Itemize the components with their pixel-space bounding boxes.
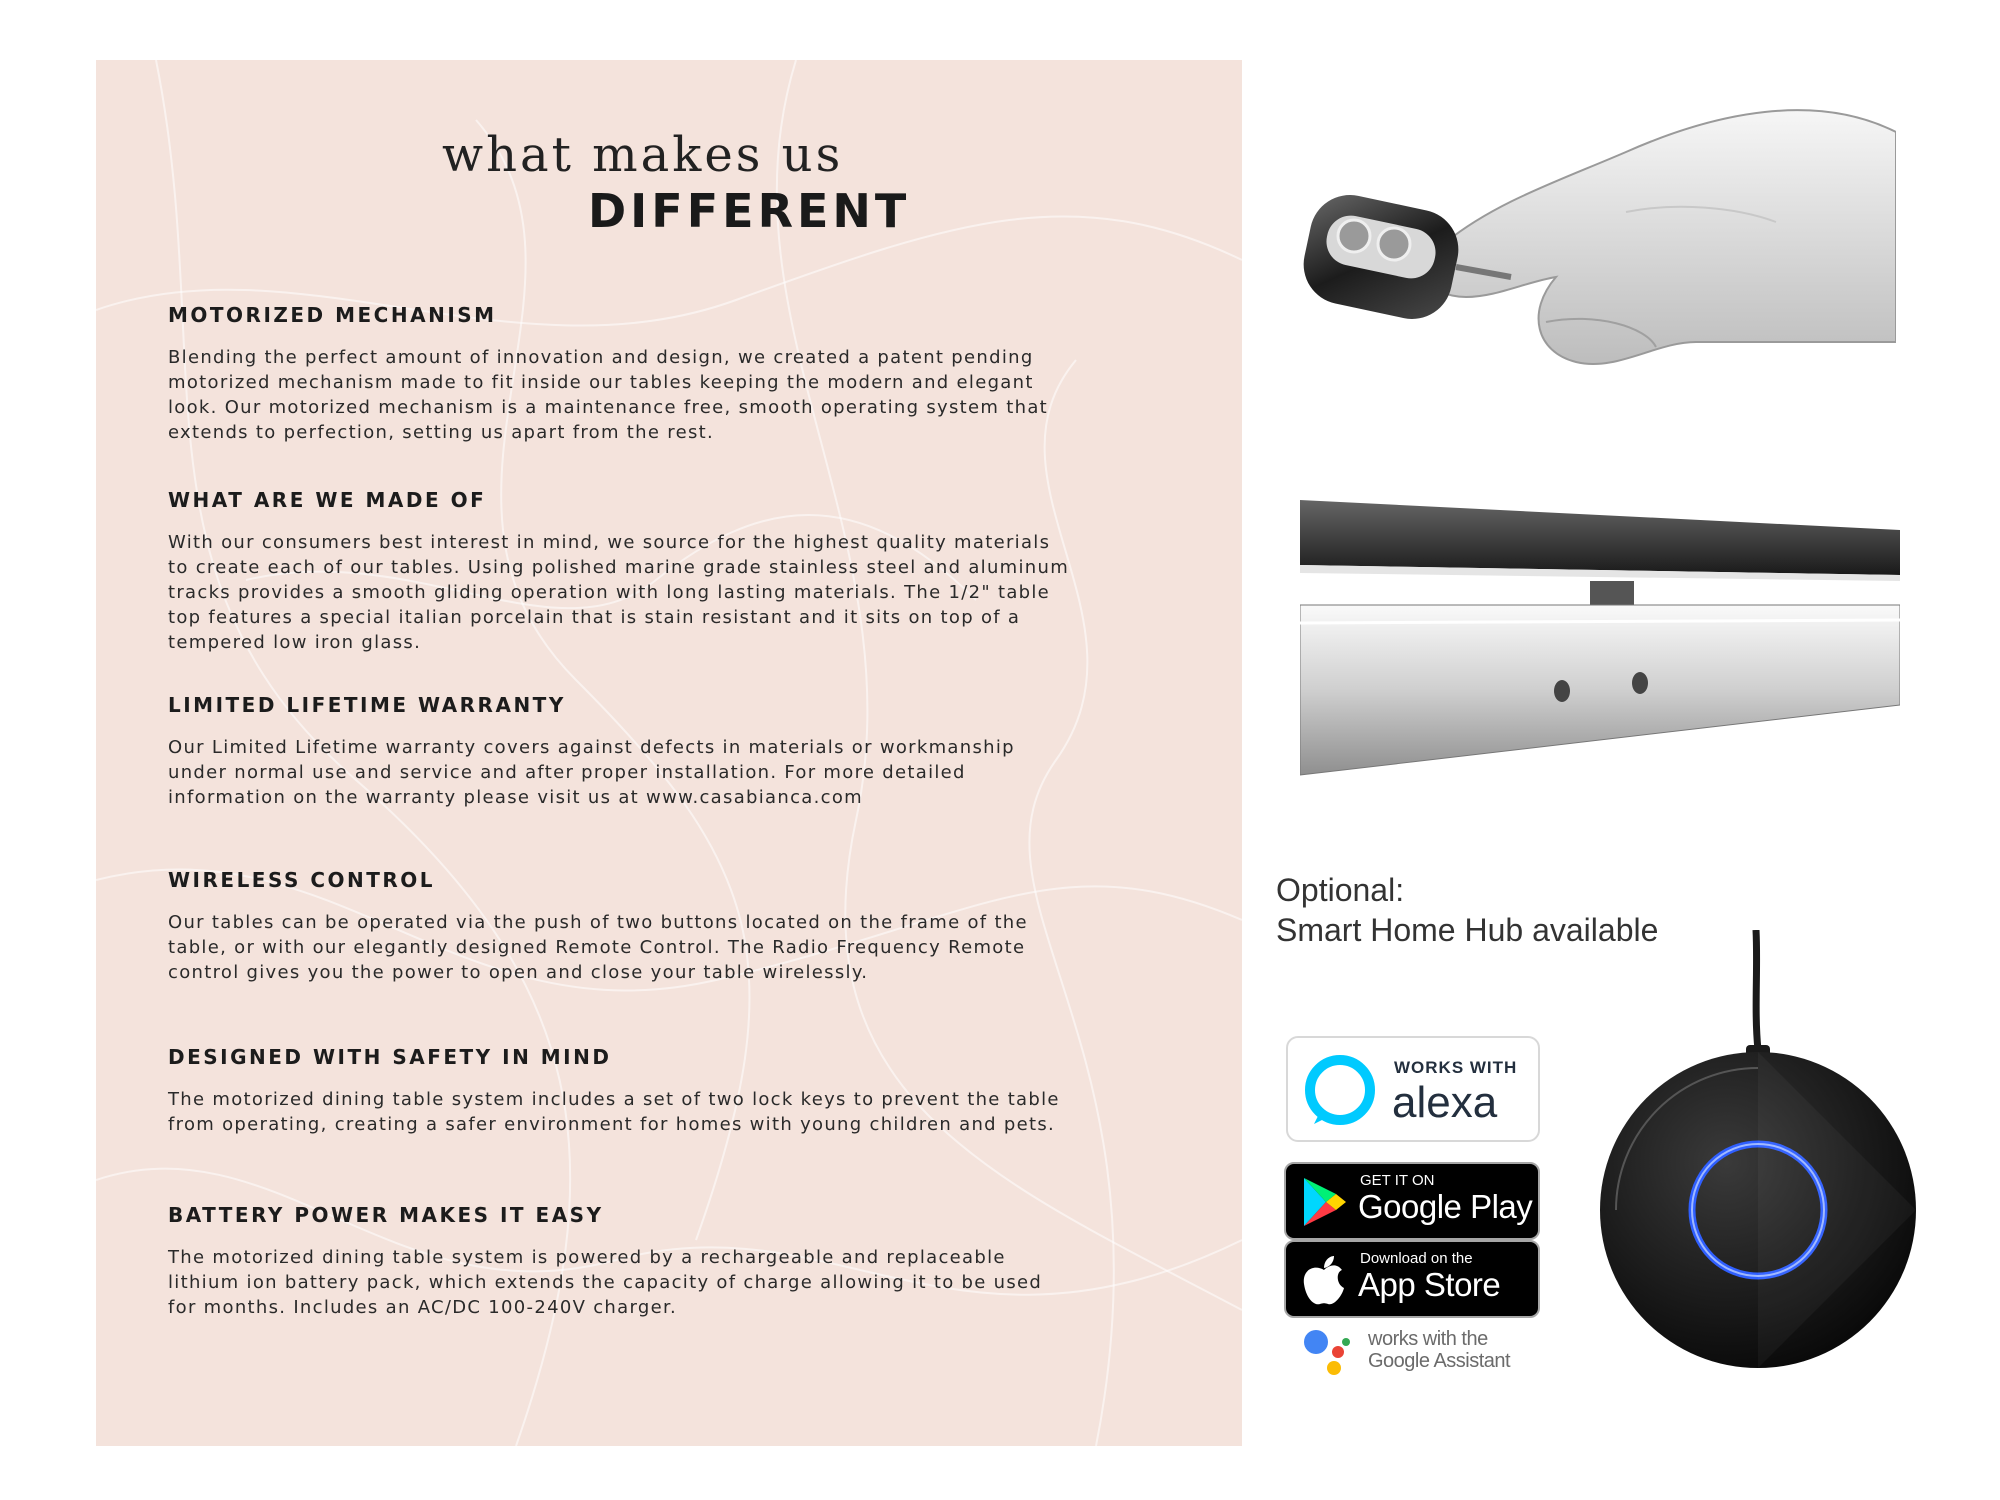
- remote-key-photo: [1296, 92, 1896, 412]
- optional-label: Optional:: [1276, 872, 1405, 908]
- section-motorized-mechanism: [168, 303, 1178, 445]
- section-body: Our tables can be operated via the push of two buttons located on the frame of the table, or with our elegantly designed Remote Control. The Radio Frequency Remote control gives you the power to open and close your table wirelessly.: [168, 912, 1028, 983]
- section-wireless-control: [168, 868, 1178, 985]
- apple-icon: [1300, 1254, 1348, 1306]
- heading-bold: DIFFERENT: [588, 184, 911, 238]
- app-store-badge[interactable]: [1284, 1240, 1540, 1318]
- assistant-line1: works with the: [1368, 1328, 1488, 1350]
- alexa-word: alexa: [1392, 1078, 1498, 1127]
- features-panel: [96, 60, 1242, 1446]
- section-heading: WIRELESS CONTROL: [168, 868, 436, 892]
- app-store-big-text: App Store: [1358, 1266, 1501, 1303]
- alexa-works-with-text: WORKS WITH: [1394, 1058, 1518, 1077]
- works-with-alexa-badge[interactable]: [1286, 1036, 1540, 1142]
- google-assistant-badge[interactable]: [1300, 1324, 1540, 1380]
- app-store-small-text: Download on the: [1360, 1250, 1473, 1267]
- section-heading: MOTORIZED MECHANISM: [168, 303, 497, 327]
- section-battery: [168, 1203, 1178, 1320]
- section-heading: WHAT ARE WE MADE OF: [168, 488, 487, 512]
- section-heading: DESIGNED WITH SAFETY IN MIND: [168, 1045, 612, 1069]
- section-heading: BATTERY POWER MAKES IT EASY: [168, 1203, 604, 1227]
- google-play-triangle-icon: [1300, 1176, 1350, 1228]
- section-body: The motorized dining table system is powered by a rechargeable and replaceable lithium ion battery pack, which extends the capacity of charge allowing it to be used for months. Includes an AC/DC 100-240V charger.: [168, 1247, 1043, 1318]
- section-warranty: [168, 693, 1178, 810]
- section-body: With our consumers best interest in mind, we source for the highest quality materials to create each of our tables. Using polished marine grade stainless steel and aluminum tracks provides a smooth gliding operation with long lasting materials. The 1/2" table top features a special italian porcelain that is stain resistant and it sits on top of a tempered low iron glass.: [168, 532, 1070, 653]
- section-made-of: [168, 488, 1178, 655]
- section-body: Blending the perfect amount of innovation and design, we created a patent pending motorized mechanism made to fit inside our tables keeping the modern and elegant look. Our motorized mechanism is a maintenance free, smooth operating system that extends to perfection, setting us apart from the rest.: [168, 347, 1049, 443]
- smart-hub-photo: [1596, 930, 1926, 1380]
- table-mechanism-photo: [1300, 495, 1900, 785]
- google-assistant-dots-icon: [1300, 1324, 1360, 1380]
- section-heading: LIMITED LIFETIME WARRANTY: [168, 693, 566, 717]
- google-play-small-text: GET IT ON: [1360, 1172, 1435, 1189]
- heading-script: what makes us: [442, 127, 844, 183]
- alexa-ring-icon: [1300, 1050, 1380, 1130]
- section-body: The motorized dining table system includes a set of two lock keys to prevent the table from operating, creating a safer environment for homes with young children and pets.: [168, 1089, 1060, 1135]
- google-play-big-text: Google Play: [1358, 1188, 1533, 1225]
- section-body: Our Limited Lifetime warranty covers against defects in materials or workmanship under normal use and service and after proper installation. For more detailed information on the warranty please visit us at www.casabianca.com: [168, 737, 1015, 808]
- section-safety: [168, 1045, 1178, 1137]
- google-play-badge[interactable]: [1284, 1162, 1540, 1240]
- hub-available-label: Smart Home Hub available: [1276, 912, 1659, 948]
- assistant-line2: Google Assistant: [1368, 1350, 1511, 1372]
